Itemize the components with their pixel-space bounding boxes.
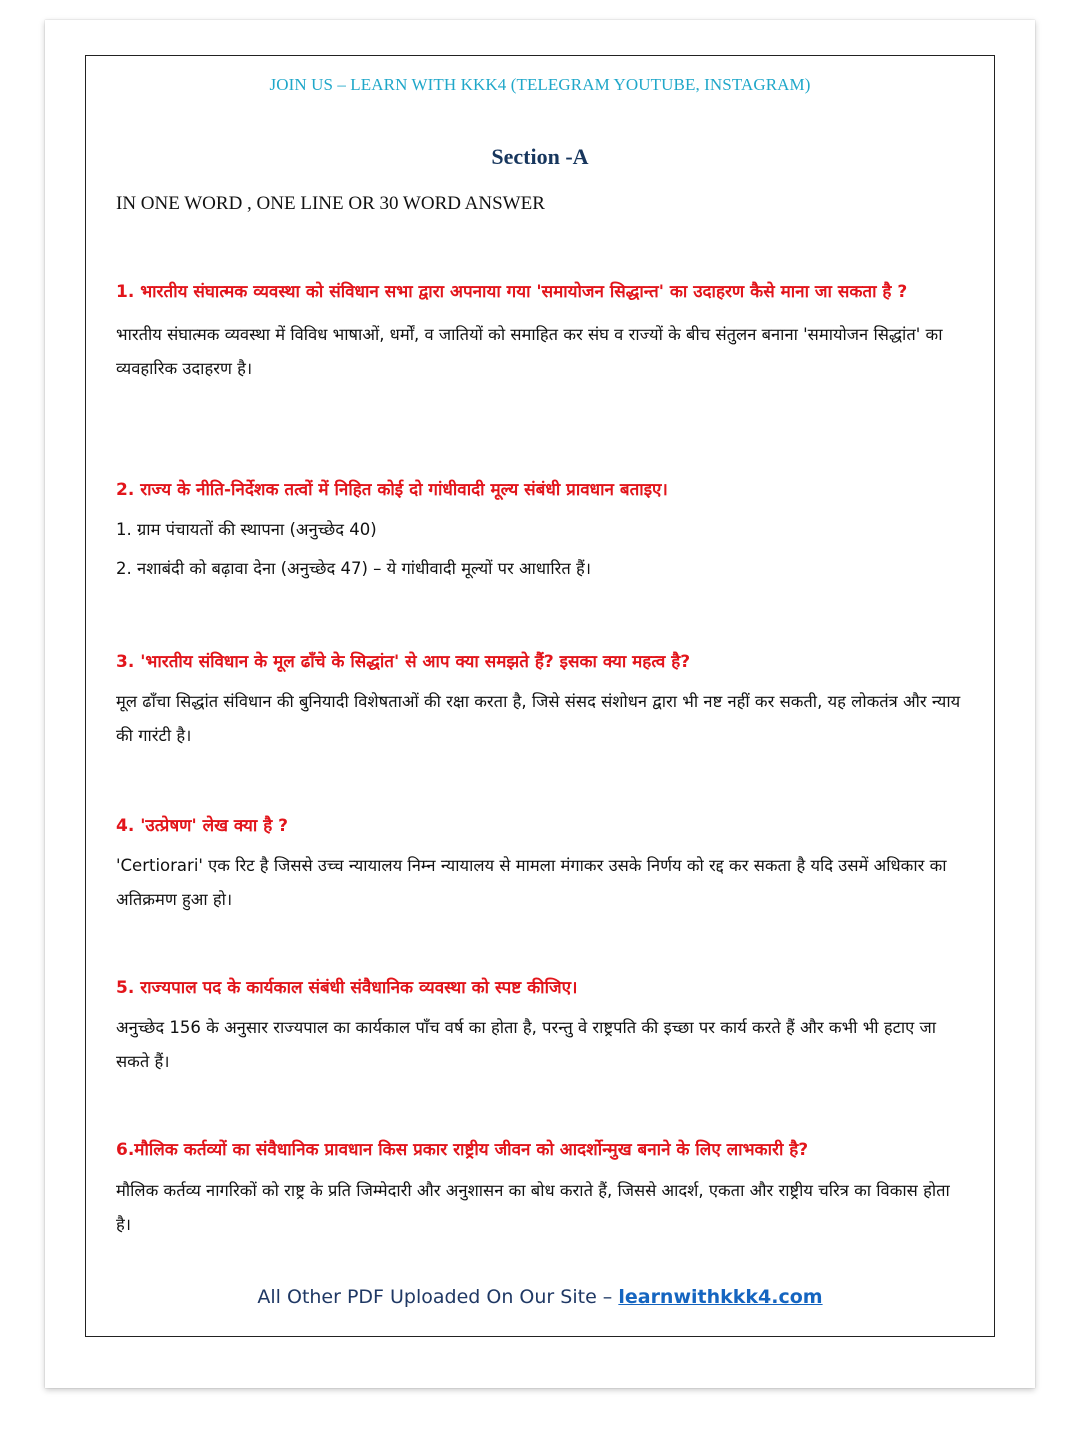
section-title: Section -A	[491, 144, 589, 169]
question-4: 4. 'उत्प्रेषण' लेख क्या है ?	[116, 816, 289, 836]
page-border-frame	[85, 55, 995, 1337]
qa-item-2	[116, 474, 966, 586]
question-5: 5. राज्यपाल पद के कार्यकाल संबंधी संवैधानिक व्यवस्था को स्पष्ट कीजिए।	[116, 978, 578, 998]
answer-2-line-1: 1. ग्राम पंचायतों की स्थापना (अनुच्छेद 40)	[116, 520, 377, 539]
question-1: 1. भारतीय संघात्मक व्यवस्था को संविधान सभा द्वारा अपनाया गया 'समायोजन सिद्धान्त' का उदाहरण कैसे माना जा सकता है ?	[116, 282, 908, 302]
footer-site-link[interactable]: learnwithkkk4.com	[618, 1286, 823, 1308]
qa-item-6	[116, 1134, 966, 1242]
answer-5: अनुच्छेद 156 के अनुसार राज्यपाल का कार्यकाल पाँच वर्ष का होता है, परन्तु वे राष्ट्रपति की इच्छा पर कार्य करते हैं और कभी भी हटाए जा सकते हैं।	[116, 1018, 937, 1071]
qa-item-4	[116, 810, 966, 917]
header-banner: JOIN US – LEARN WITH KKK4 (TELEGRAM YOUTUBE, INSTAGRAM)	[269, 75, 811, 94]
answer-6: मौलिक कर्तव्य नागरिकों को राष्ट्र के प्रति जिम्मेदारी और अनुशासन का बोध कराते हैं, जिससे आदर्श, एकता और राष्ट्रीय चरित्र का विकास होता है।	[116, 1181, 950, 1234]
answer-2-line-2: 2. नशाबंदी को बढ़ावा देना (अनुच्छेद 47) – ये गांधीवादी मूल्यों पर आधारित हैं।	[116, 559, 592, 578]
answer-1: भारतीय संघात्मक व्यवस्था में विविध भाषाओं, धर्मों, व जातियों को समाहित कर संघ व राज्यों के बीच संतुलन बनाना 'समायोजन सिद्धांत' का व्यवहारिक उदाहरण है।	[116, 325, 943, 378]
qa-item-1	[116, 276, 966, 386]
footer	[86, 1286, 994, 1308]
question-3: 3. 'भारतीय संविधान के मूल ढाँचे के सिद्धांत' से आप क्या समझते हैं? इसका क्या महत्व है?	[116, 652, 691, 672]
question-6: 6.मौलिक कर्तव्यों का संवैधानिक प्रावधान किस प्रकार राष्ट्रीय जीवन को आदर्शोन्मुख बनाने के लिए लाभकारी है?	[116, 1140, 809, 1160]
footer-text: All Other PDF Uploaded On Our Site –	[257, 1286, 619, 1308]
qa-item-5	[116, 972, 966, 1079]
qa-item-3	[116, 646, 966, 753]
answer-3: मूल ढाँचा सिद्धांत संविधान की बुनियादी विशेषताओं की रक्षा करता है, जिसे संसद संशोधन द्वारा भी नष्ट नहीं कर सकती, यह लोकतंत्र और न्याय की गारंटी है।	[116, 692, 961, 745]
section-instructions: IN ONE WORD , ONE LINE OR 30 WORD ANSWER	[116, 193, 545, 214]
question-2: 2. राज्य के नीति-निर्देशक तत्वों में निहित कोई दो गांधीवादी मूल्य संबंधी प्रावधान बताइए।	[116, 480, 668, 500]
answer-4: 'Certiorari' एक रिट है जिससे उच्च न्यायालय निम्न न्यायालय से मामला मंगाकर उसके निर्णय को रद्द कर सकता है यदि उसमें अधिकार का अतिक्रमण हुआ हो।	[116, 856, 947, 909]
